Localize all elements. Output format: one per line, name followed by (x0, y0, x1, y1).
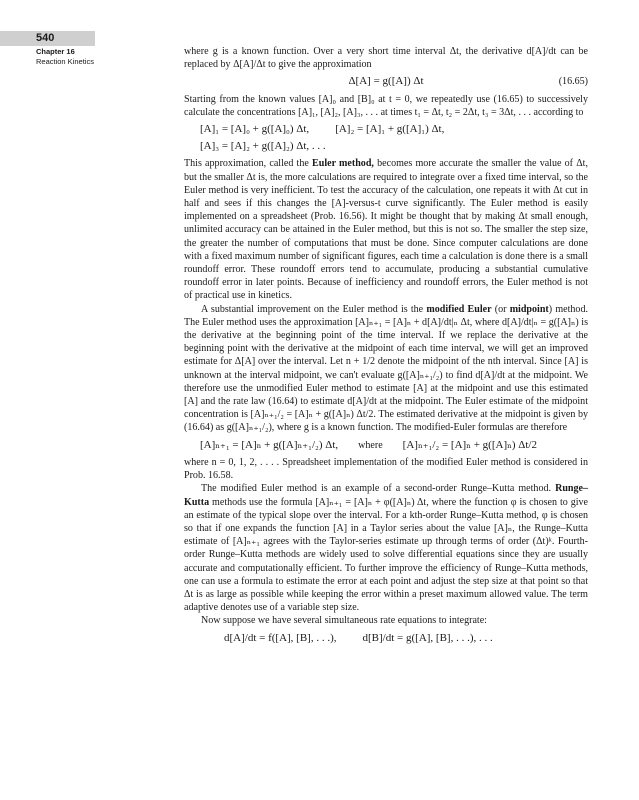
paragraph-7: Now suppose we have several simultaneous rate equations to integrate: (201, 615, 487, 627)
paragraph-4-lead: A substantial improvement on the Euler method is the (201, 303, 427, 315)
rate-equation-b: d[B]/dt = g([A], [B], . . .), . . . (362, 631, 493, 644)
euler-steps-equation-row-1 (184, 123, 588, 136)
paragraph-1: where g is a known function. Over a very short time interval Δt, the derivative d[A]/dt can be replaced by Δ[A]/Δt to give the approximation (184, 46, 588, 71)
equation-16-65 (184, 75, 588, 88)
paragraph-6 (184, 482, 588, 614)
euler-step-2: [A]₂ = [A]₁ + g([A]₁) Δt, (335, 123, 445, 136)
paragraph-6-lead: The modified Euler method is an example of a second-order Runge–Kutta method. (201, 483, 556, 495)
term-euler-method: Euler method, (312, 158, 374, 170)
paragraph-4-mid: (or (491, 303, 510, 315)
page-number: 540 (36, 32, 55, 44)
chapter-sidebar (36, 47, 94, 67)
rate-equation-a: d[A]/dt = f([A], [B], . . .), (224, 631, 337, 644)
term-runge-kutta: Runge–Kutta (184, 483, 588, 508)
midpoint-estimate: [A]ₙ₊₁/₂ = [A]ₙ + g([A]ₙ) Δt/2 (402, 438, 537, 451)
paragraph-6-body: methods use the formula [A]ₙ₊₁ = [A]ₙ + φ([A]ₙ) Δt, where the function φ is chosen to give an estimate of the typical slope over the interval. For a kth-order Runge–Kutta method, φ is chosen so that if one expands the function [A] in a Taylor series about the value [A]ₙ, the Runge–Kutta estimate of [A]ₙ₊₁ agrees with the Taylor-series estimate up through terms of order (Δt)ᵏ. Fourth-order Runge–Kutta methods are widely used to solve differential equations since they are usually accurate and computationally efficient. To further improve the efficiency of Runge–Kutta methods, one can use a formula to estimate the error at each point and adjust the step size at that point so that Δt is as large as possible while keeping the error within a preset maximum allowed value. The term adaptive denotes use of a variable step size. (184, 496, 588, 614)
term-midpoint: midpoint (509, 303, 549, 315)
where-label: where (358, 439, 383, 451)
paragraph-4-body: ) method. The Euler method uses the approximation [A]ₙ₊₁ = [A]ₙ + d[A]/dt|ₙ Δt, where d[A]/dt|ₙ = g([A]ₙ) is the derivative at the beginning point of the time interval. If we replace the derivative at the beginning point with the derivative at the midpoint of each time interval, we will get an improved estimate for Δ[A] over the interval. Let n + 1/2 denote the midpoint of the nth interval. Since [A] is unknown at the interval midpoint, we can't evaluate g([A]ₙ₊₁/₂) to find d[A]/dt at the midpoint. We therefore use the unmodified Euler method to estimate [A] at the midpoint and use this estimated [A] and the rate law (16.64) to estimate d[A]/dt at the midpoint. The Euler estimate of the midpoint concentration is [A]ₙ₊₁/₂ = [A]ₙ + g([A]ₙ) Δt/2. The estimated derivative at the midpoint is given by (16.64) as g([A]ₙ₊₁/₂), where g is a known function. The modified-Euler formulas are therefore (184, 303, 588, 434)
paragraph-2: Starting from the known values [A]₀ and [B]₀ at t = 0, we repeatedly use (16.65) to successively calculate the concentrations [A]₁, [A]₂, [A]₃, . . . at times t₁ = Δt, t₂ = 2Δt, t₃ = 3Δt, . . . according to (184, 93, 588, 118)
equation-16-65-number: (16.65) (558, 76, 588, 88)
chapter-number: Chapter 16 (36, 47, 75, 56)
simultaneous-rate-equations (184, 632, 588, 645)
euler-steps-equation-row-2 (184, 140, 588, 153)
modified-euler-equation (184, 439, 588, 452)
paragraph-3 (184, 157, 588, 302)
euler-step-3: [A]₃ = [A]₂ + g([A]₂) Δt, . . . (200, 140, 326, 153)
paragraph-4 (184, 303, 588, 435)
paragraph-3-body: becomes more accurate the smaller the value of Δt, but the smaller Δt is, the more calculations are required to integrate over a fixed time interval, so the Euler method is very inefficient. To test the accuracy of the calculation, one repeats it with Δt cut in half and sees if this changes the [A]-versus-t curve significantly. The Euler method is easily implemented on a spreadsheet (Prob. 16.56). It might be thought that by making Δt small enough, unlimited accuracy can be attained in the Euler method, but this is not so. The smaller the step size, the greater the number of computations that must be done. Since computer calculations are done with a fixed maximum number of significant figures, each time a calculation is done there is a small roundoff error. These roundoff errors tend to accumulate, producing a substantial cumulative roundoff error in later points. Because of inefficiency and roundoff errors, the Euler method is not of practical use in kinetics. (184, 158, 588, 302)
modified-euler-step: [A]ₙ₊₁ = [A]ₙ + g([A]ₙ₊₁/₂) Δt, (200, 438, 339, 451)
equation-16-65-body: Δ[A] = g([A]) Δt (348, 75, 424, 88)
paragraph-3-lead: This approximation, called the (184, 158, 313, 170)
chapter-title: Reaction Kinetics (36, 57, 94, 66)
term-modified-euler: modified Euler (426, 303, 492, 315)
paragraph-5: where n = 0, 1, 2, . . . . Spreadsheet implementation of the modified Euler method is considered in Prob. 16.58. (184, 456, 588, 482)
main-text-column (184, 45, 588, 649)
euler-step-1: [A]₁ = [A]₀ + g([A]₀) Δt, (200, 123, 310, 136)
